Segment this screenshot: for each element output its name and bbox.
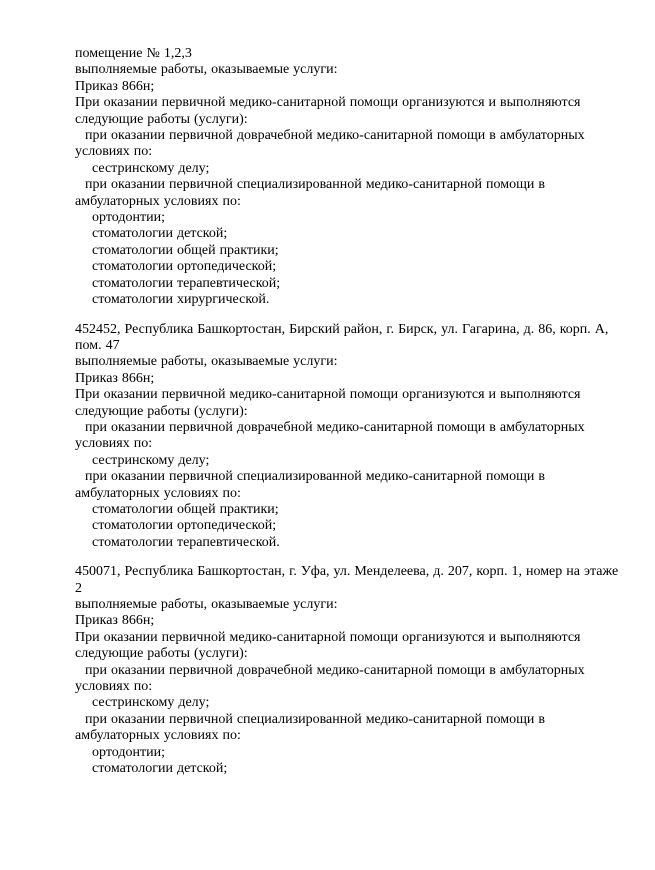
document-line: стоматологии общей практики;: [92, 242, 279, 258]
document-line: сестринскому делу;: [92, 160, 210, 176]
document-section: [75, 322, 620, 552]
document-line: При оказании первичной медико-санитарной помощи организуются и выполняются следующие работы (услуги):: [75, 95, 581, 127]
document-line: Приказ 866н;: [75, 613, 155, 629]
document-line: при оказании первичной специализированной медико-санитарной помощи в амбулаторных условиях по:: [75, 469, 545, 501]
document-line: при оказании первичной специализированной медико-санитарной помощи в амбулаторных условиях по:: [75, 711, 545, 744]
document-line: стоматологии общей практики;: [92, 501, 279, 517]
document-line: ортодонтии;: [92, 210, 165, 226]
document-line: при оказании первичной доврачебной медико-санитарной помощи в амбулаторных условиях по:: [75, 662, 585, 695]
document-line: Приказ 866н;: [75, 370, 155, 386]
document-line: стоматологии детской;: [92, 226, 228, 242]
document-section: [75, 46, 620, 309]
document-line: При оказании первичной медико-санитарной помощи организуются и выполняются следующие работы (услуги):: [75, 629, 581, 662]
document-line: стоматологии хирургической.: [92, 292, 270, 308]
document-line: выполняемые работы, оказываемые услуги:: [75, 354, 338, 370]
document-line: При оказании первичной медико-санитарной помощи организуются и выполняются следующие работы (услуги):: [75, 387, 581, 419]
document-line: стоматологии терапевтической;: [92, 275, 281, 291]
document-section: [75, 564, 620, 777]
document-line: 452452, Республика Башкортостан, Бирский район, г. Бирск, ул. Гагарина, д. 86, корп. А, пом. 47: [75, 321, 609, 353]
document-line: ортодонтии;: [92, 744, 165, 760]
document-line: выполняемые работы, оказываемые услуги:: [75, 597, 338, 612]
document-line: 450071, Республика Башкортостан, г. Уфа, ул. Менделеева, д. 207, корп. 1, номер на этаже 2: [75, 564, 619, 596]
document-line: сестринскому делу;: [92, 695, 210, 711]
document-line: при оказании первичной доврачебной медико-санитарной помощи в амбулаторных условиях по:: [75, 419, 585, 452]
document-line: при оказании первичной доврачебной медико-санитарной помощи в амбулаторных условиях по:: [75, 128, 585, 160]
document-line: Приказ 866н;: [75, 78, 155, 94]
document-line: стоматологии ортопедической;: [92, 518, 277, 534]
document-line: помещение № 1,2,3: [75, 46, 192, 61]
document-line: стоматологии терапевтической.: [92, 534, 280, 550]
document-line: сестринскому делу;: [92, 452, 210, 468]
document-line: выполняемые работы, оказываемые услуги:: [75, 62, 338, 78]
document-line: стоматологии детской;: [92, 761, 228, 777]
document-line: при оказании первичной специализированной медико-санитарной помощи в амбулаторных условиях по:: [75, 177, 545, 209]
document-line: стоматологии ортопедической;: [92, 259, 277, 275]
